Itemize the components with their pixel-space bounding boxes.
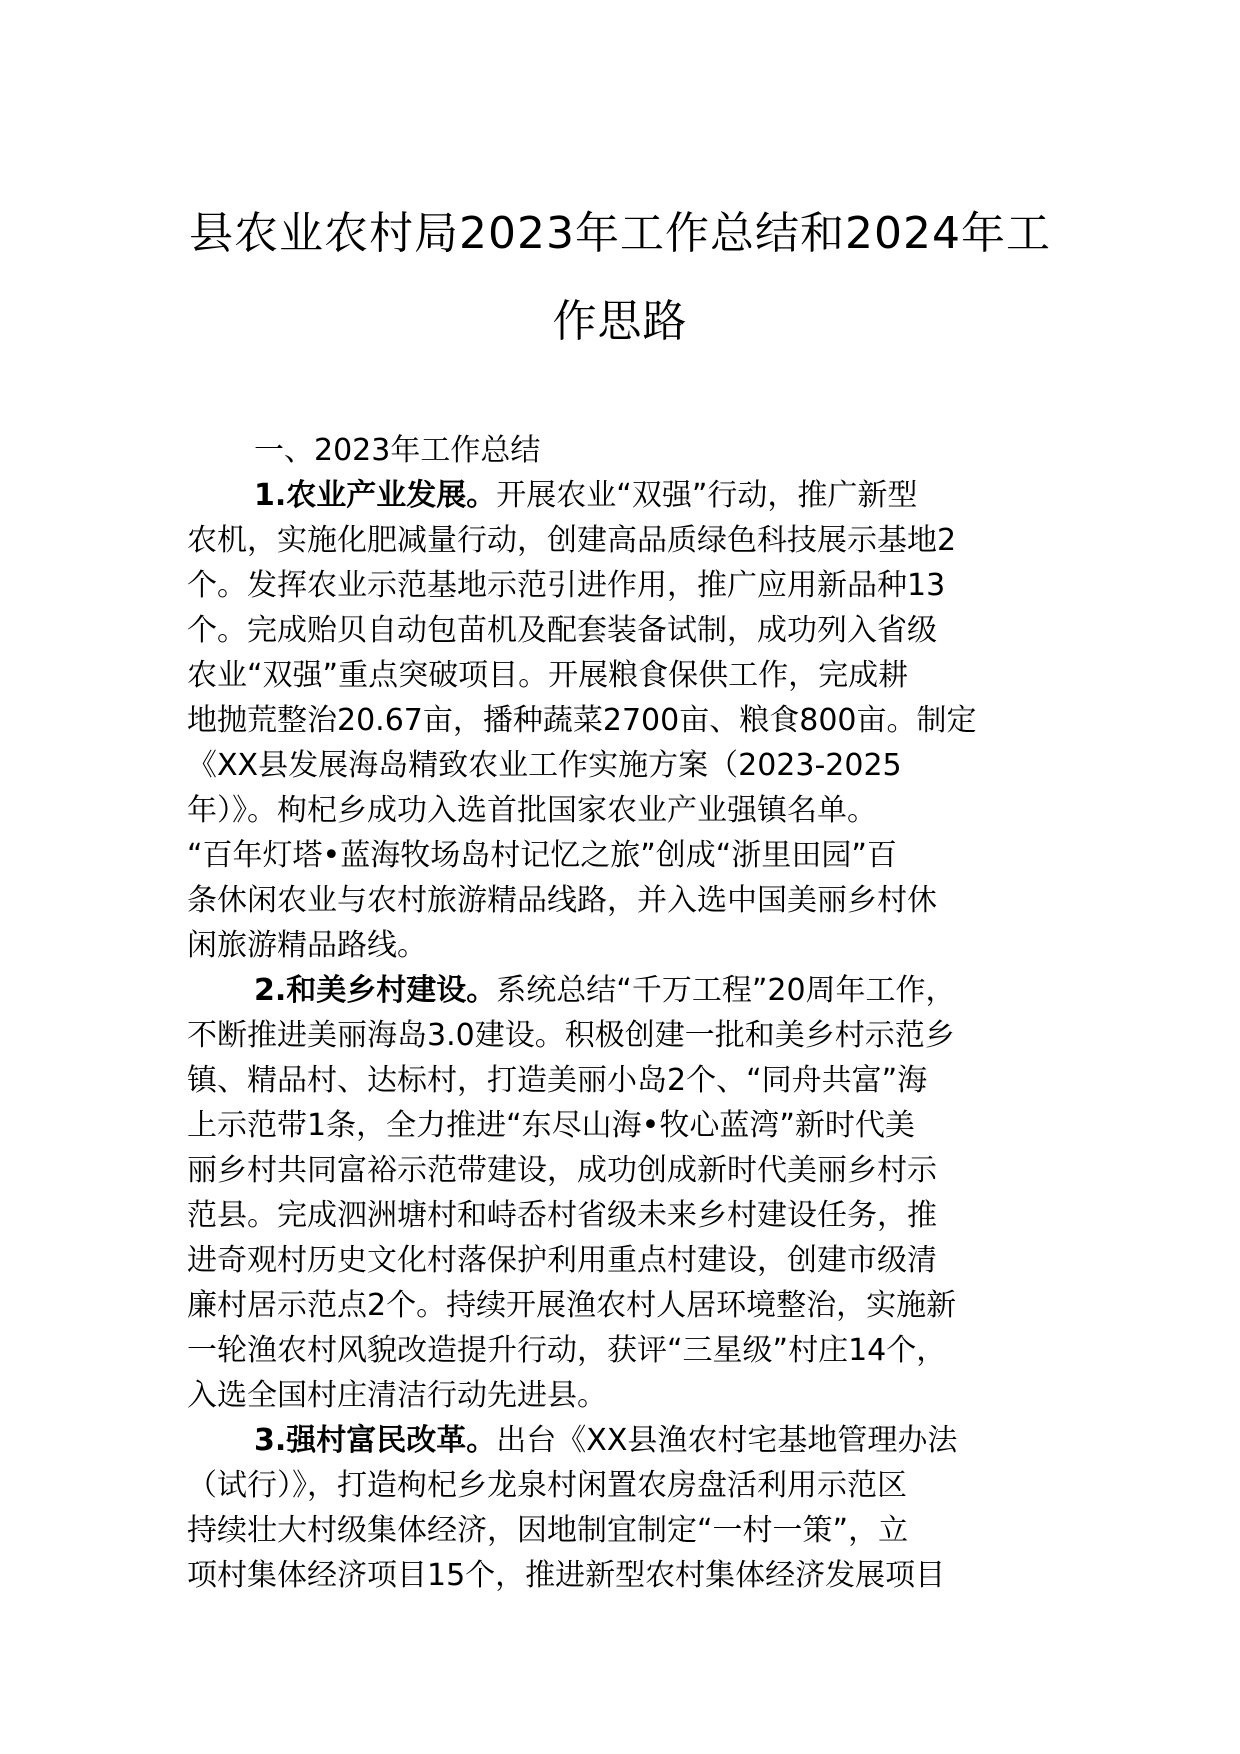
paragraph-1-line: 地抛荒整治20.67亩，播种蔬菜2700亩、粮食800亩。制定 xyxy=(187,703,977,738)
paragraph-2-line: 进奇观村历史文化村落保护利用重点村建设，创建市级清 xyxy=(187,1243,937,1278)
paragraph-1-line: 闲旅游精品路线。 xyxy=(187,928,427,963)
paragraph-3-line: （试行）》，打造枸杞乡龙泉村闲置农房盘活利用示范区 xyxy=(187,1468,907,1503)
paragraph-2-line: 入选全国村庄清洁行动先进县。 xyxy=(187,1378,607,1413)
paragraph-1-line: 条休闲农业与农村旅游精品线路，并入选中国美丽乡村休 xyxy=(187,883,937,918)
paragraph-1-line: 年）》。枸杞乡成功入选首批国家农业产业强镇名单。 xyxy=(187,793,877,828)
paragraph-2-line: 上示范带1条，全力推进“东尽山海•牧心蓝湾”新时代美 xyxy=(187,1108,915,1143)
paragraph-3-heading: 3.强村富民改革。 xyxy=(254,1423,497,1458)
paragraph-2-heading: 2.和美乡村建设。 xyxy=(254,973,497,1008)
paragraph-1-line: “百年灯塔•蓝海牧场岛村记忆之旅”创成“浙里田园”百 xyxy=(187,838,897,873)
document-title xyxy=(180,190,1060,366)
paragraph-1-line: 农机，实施化肥减量行动，创建高品质绿色科技展示基地2 xyxy=(187,523,957,558)
paragraph-1-line: 个。发挥农业示范基地示范引进作用，推广应用新品种13 xyxy=(187,568,946,603)
paragraph-2-line: 廉村居示范点2个。持续开展渔农村人居环境整治，实施新 xyxy=(187,1288,957,1323)
paragraph-2-line: 丽乡村共同富裕示范带建设，成功创成新时代美丽乡村示 xyxy=(187,1153,937,1188)
paragraph-3-text: 出台《XX县渔农村宅基地管理办法 xyxy=(496,1423,958,1458)
document-body xyxy=(187,473,1051,1598)
paragraph-3-line-1 xyxy=(187,1418,1051,1463)
paragraph-1-heading: 1.农业产业发展。 xyxy=(254,478,497,513)
paragraph-2-line: 范县。完成泗洲塘村和峙岙村省级未来乡村建设任务，推 xyxy=(187,1198,937,1233)
paragraph-3-line: 持续壮大村级集体经济，因地制宜制定“一村一策”，立 xyxy=(187,1513,909,1548)
paragraph-1-line: 《XX县发展海岛精致农业工作实施方案（2023-2025 xyxy=(187,748,902,783)
paragraph-1-line: 个。完成贻贝自动包苗机及配套装备试制，成功列入省级 xyxy=(187,613,937,648)
paragraph-2-line: 不断推进美丽海岛3.0建设。积极创建一批和美乡村示范乡 xyxy=(187,1018,955,1053)
paragraph-2-line-1 xyxy=(187,968,1051,1013)
section-heading: 一、2023年工作总结 xyxy=(254,433,541,468)
document-title-line-1: 县农业农村局2023年工作总结和2024年工 xyxy=(189,208,1051,259)
document-title-line-2: 作思路 xyxy=(552,296,688,347)
paragraph-2-line: 镇、精品村、达标村，打造美丽小岛2个、“同舟共富”海 xyxy=(187,1063,928,1098)
paragraph-1-text: 开展农业“双强”行动，推广新型 xyxy=(496,478,918,513)
paragraph-2-line: 一轮渔农村风貌改造提升行动，获评“三星级”村庄14个， xyxy=(187,1333,947,1368)
paragraph-1-line: 农业“双强”重点突破项目。开展粮食保供工作，完成耕 xyxy=(187,658,909,693)
paragraph-1-line-1 xyxy=(187,473,1051,518)
paragraph-3-line: 项村集体经济项目15个，推进新型农村集体经济发展项目 xyxy=(187,1558,946,1593)
paragraph-2-text: 系统总结“千万工程”20周年工作， xyxy=(496,973,956,1008)
